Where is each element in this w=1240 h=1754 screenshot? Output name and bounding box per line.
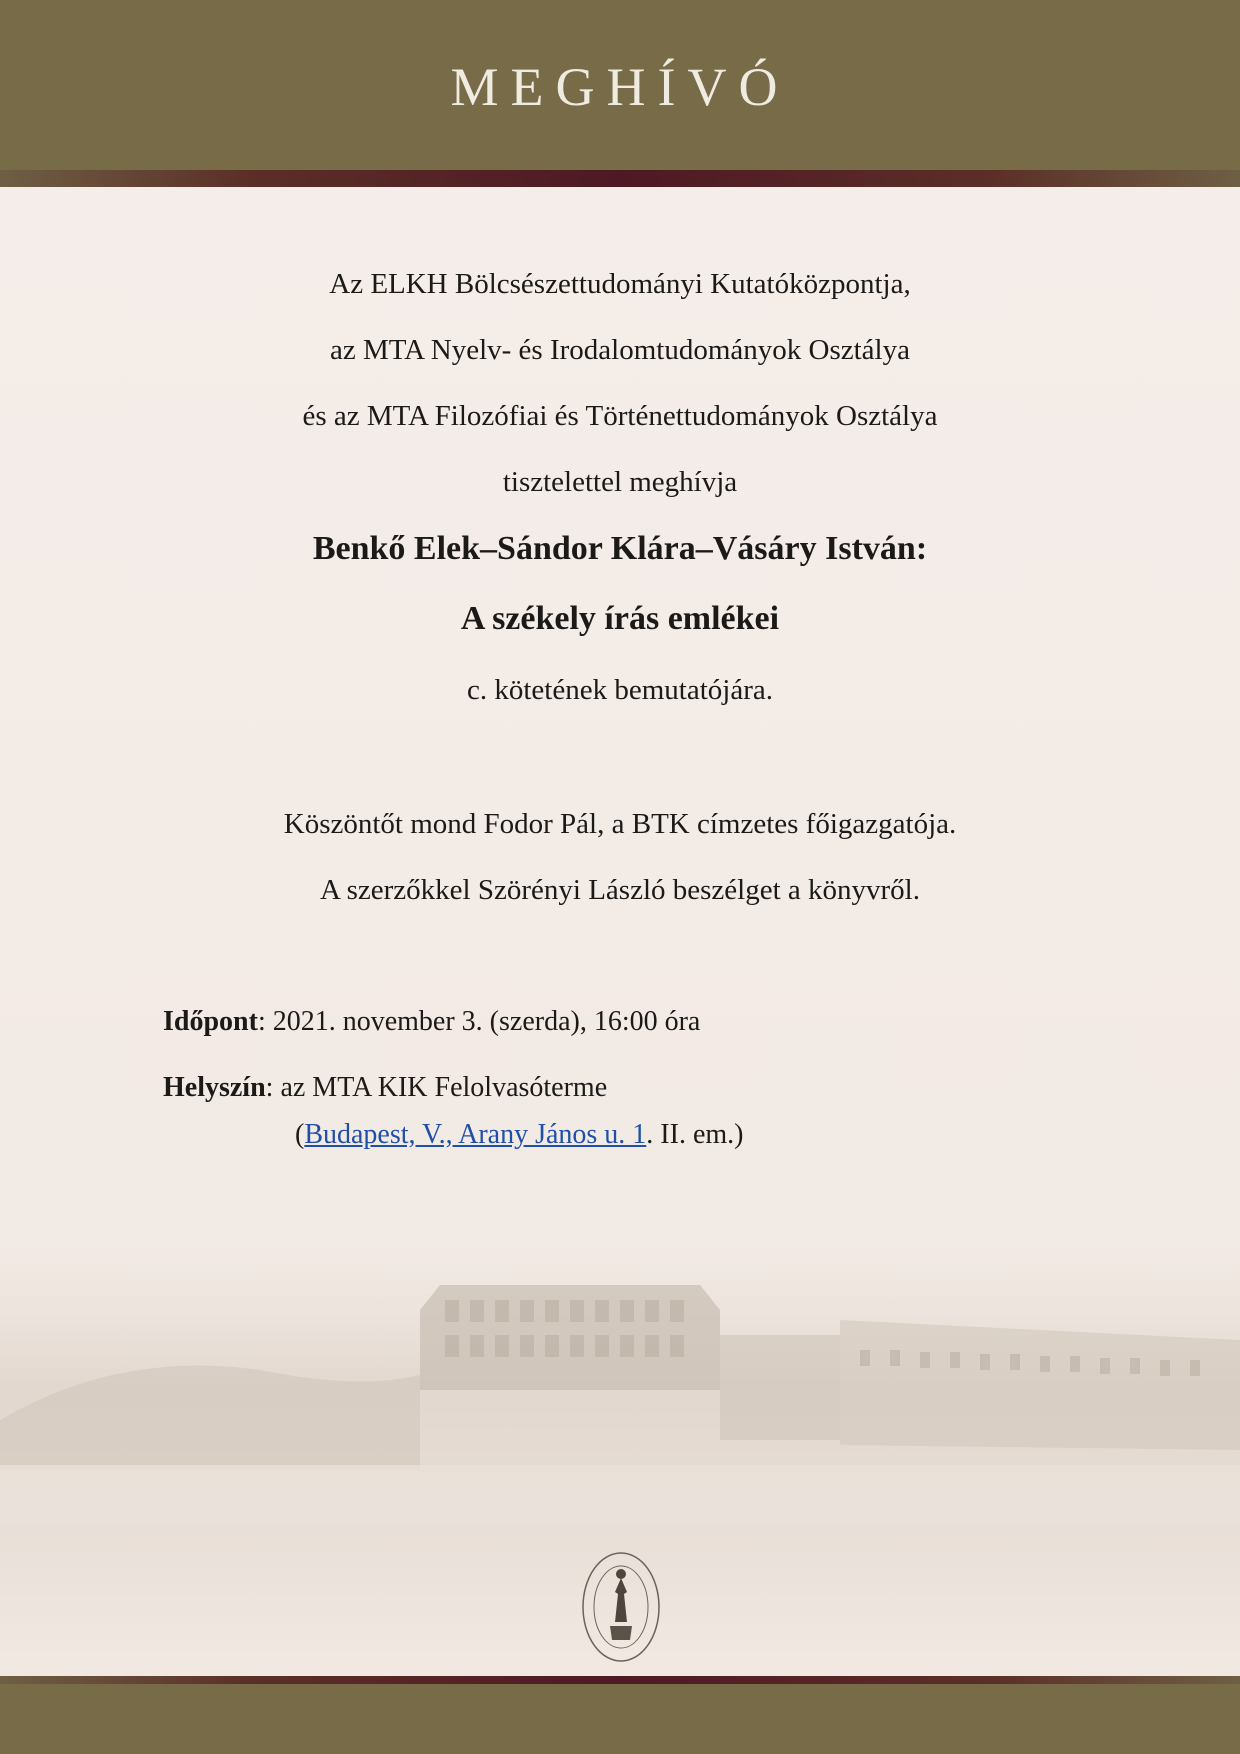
address-map-link[interactable]: Budapest, V., Arany János u. 1	[304, 1119, 647, 1150]
greeting-line: Köszöntőt mond Fodor Pál, a BTK címzetes főigazgatója.	[283, 808, 957, 840]
footer-accent-stripe	[0, 1676, 1240, 1684]
address-floor: . II. em.)	[646, 1119, 744, 1150]
event-address	[295, 1119, 743, 1151]
place-label: Helyszín	[163, 1072, 266, 1103]
event-time	[163, 1006, 700, 1038]
academy-seal-logo	[580, 1550, 662, 1665]
conversation-line: A szerzőkkel Szörényi László beszélget a könyvről.	[320, 874, 920, 906]
event-place	[163, 1072, 607, 1104]
organizer-line-1: Az ELKH Bölcsészettudományi Kutatóközpontja,	[329, 268, 911, 300]
page-title: MEGHÍVÓ	[450, 57, 790, 117]
book-launch-line: c. kötetének bemutatójára.	[467, 674, 773, 706]
organizer-line-2: az MTA Nyelv- és Irodalomtudományok Osztálya	[330, 334, 910, 366]
time-value: : 2021. november 3. (szerda), 16:00 óra	[257, 1006, 701, 1037]
book-authors: Benkő Elek–Sándor Klára–Vásáry István:	[312, 530, 928, 567]
place-value: : az MTA KIK Felolvasóterme	[265, 1072, 608, 1103]
organizer-line-3: és az MTA Filozófiai és Történettudományok Osztálya	[302, 400, 938, 432]
footer-band	[0, 1676, 1240, 1754]
time-label: Időpont	[163, 1006, 258, 1037]
invite-phrase: tisztelettel meghívja	[502, 466, 738, 498]
book-title: A székely írás emlékei	[460, 600, 780, 637]
header-accent-stripe	[0, 170, 1240, 187]
address-open-paren: (	[295, 1119, 305, 1150]
